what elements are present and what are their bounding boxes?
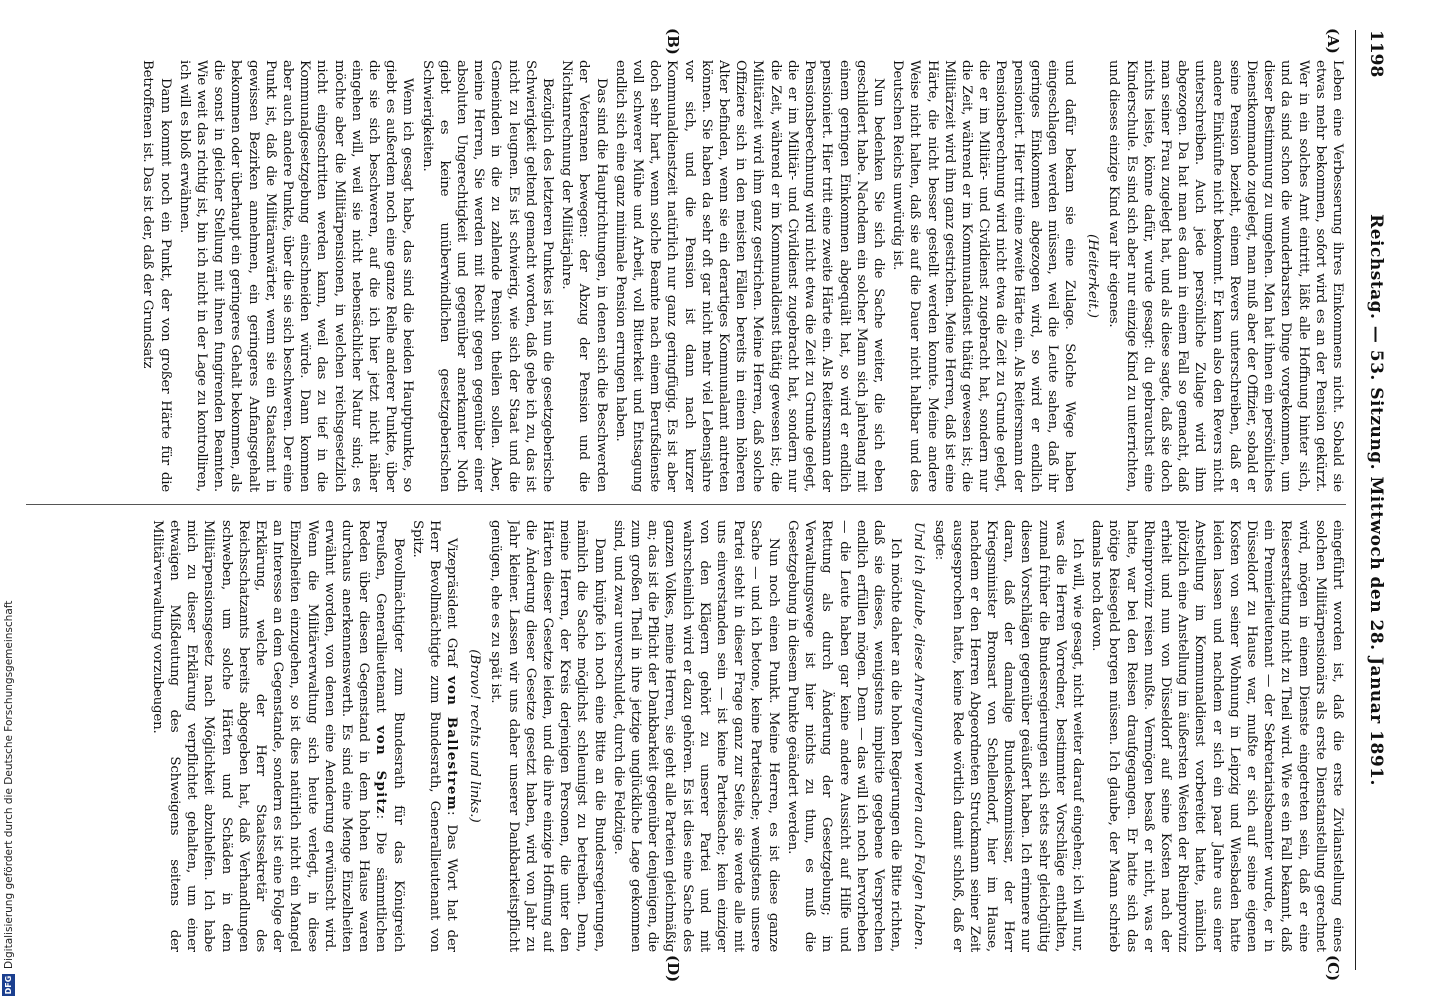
paragraph: Ich möchte daher an die hohen Regierungen die Bitte richten, daß sie dieses, wenigstens implicite gegebene Versprechen endlich erfüllen mögen. Denn — das will ich noch hervorheben — die Leute haben gar keine andere Aussicht auf Hilfe und Rettung als durch Änderung der Gesetzgebung; im Verwaltungswege ist hier nichts zu thun, es muß die Gesetzgebung in diesem Punkte geändert werden. xyxy=(784,520,904,952)
margin-marker-d: (D) xyxy=(664,955,682,983)
paragraph: Ich will, wie gesagt, nicht weiter darauf eingehen; ich will nur, was die Herren Vorredner, bestimmter Vorschläge enthalten, zumal früher die Bundesregierungen sich stets sehr gleichgültig diesen Vorschlägen gegenüber geäußert haben. Ich erinnere nur daran, daß der damalige Bundeskommissar, der Herr Kriegsminister Bronsart von Schellendorf, hier im Hause, nachdem er den Herren Abgeordneten Struckmann seiner Zeit ausgesprochen hatte, keine Rede wörtlich damit schloß, daß er sagte: xyxy=(932,520,1085,952)
left-column xyxy=(26,60,1346,492)
digitization-credit-strip xyxy=(0,0,22,1000)
interjection: (Heiterkeit.) xyxy=(1085,234,1101,318)
header-title: Reichstag. — 53. Sitzung. Mittwoch den 28. Januar 1891. xyxy=(1366,214,1386,786)
paragraph: Bezüglich des letzteren Punktes ist nun die gesetzgeberische Schwierigkeit geltend gemacht worden, daß gebe ich zu, das ist nicht zu leugnen. Es ist schwierig, wie sich der Staat und die Gemeinden in die zu zahlende Pension theilen sollen. Aber, meine Herren, Sie werden mit Recht gegen gegenüber einer absoluten Ungerechtigkeit und gegenüber anerkannter Noth giebt es keine unüberwindlichen gesetzgeberischen Schwierigkeiten. xyxy=(419,60,556,492)
paragraph: Nun bedenken Sie sich die Sache weiter, die sich eben geschildert habe. Nachdem ein solcher Mann sich jahrelang mit einem geringen Einkommen abgequält hat, so wird er endlich pensioniert. Hier tritt eine zweite Härte ein. Als Reitersmann der Pensionsberechnung wird nicht etwa die Zeit zu Grunde gelegt, die er im Militär- und Civildienst zugebracht hat, sondern nur die Zeit, während er im Kommunaldienst thätig gewesen ist; die Militärzeit wird ihm ganz gestrichen. Meine Herren, daß solche Offiziere sich in den meisten Fällen bereits in einem höheren Alter befinden, wenn sie ein derartiges Kommunalamt antreten können. Sie haben da sehr oft gar nicht mehr viel Lebensjahre vor sich, und die Pension ist dann nach kurzer Kommunaldienstzeit natürlich nur ganz geringfügig. Es ist aber doch sehr hart, wenn solche Beamte nach einem Berufsdienste voll schwerer Mühe und Arbeit, voll Bitterkeit und Entsagung endlich sich eine ganz minimale Pension errungen haben. xyxy=(612,60,886,492)
speaker-role: Bevollmächtigter zum Bundesrath für das Königreich Preußen, Generallieutenant xyxy=(373,520,406,952)
running-header xyxy=(1360,30,1386,970)
credit-text: Digitalisierung gefördert durch die Deutsche Forschungsgemeinschaft xyxy=(2,600,15,969)
header-rule xyxy=(1355,30,1356,970)
speaker-role: Vizepräsident Graf xyxy=(444,538,460,667)
quotation: Und ich glaube, diese Anregungen werden auch Folgen haben. xyxy=(911,522,927,950)
page-number: 1198 xyxy=(1366,30,1386,78)
paragraph: und dafür bekam sie eine Zulage. Solche Wege haben eingeschlagen werden müssen, weil die Leute sahen, daß ihr geringes Einkommen abgezogen wird, so wird er endlich pensioniert. Hier tritt eine zweite Härte ein. Als Reitersmann der Pensionsberechnung wird nicht etwa die Zeit zu Grunde gelegt, die er im Militär- und Civildienst zugebracht hat, sondern nur die Zeit, während er im Kommunaldienst thätig gewesen ist; die Militärzeit wird ihm ganz gestrichen. Meine Herren, daß ist eine Härte, die nicht besser gestellt werden konnte. Meine andere Weise nicht halten, daß sie auf die Dauer nicht haltbar und des Deutschen Reichs unwürdig ist. xyxy=(890,60,1078,492)
speech-text: : Das Wort hat der Herr Bevollmächtigte zum Bundesrath, Generallieutenant von Spitz. xyxy=(409,520,460,952)
president-speech xyxy=(409,520,461,952)
dfg-logo-icon: DFG xyxy=(4,975,13,995)
paragraph: Wenn ich gesagt habe, das sind die beiden Hauptpunkte, so giebt es außerdem noch eine ganze Reihe anderer Punkte, über die sie sich beschweren, auf die ich hier jetzt nicht näher eingehen will, weil sie nicht nebensächlicher Natur sind; es möchte aber die Militärpensionen, in welchen reichsgesetzlich nicht eingeschritten werden kann, weil das zu tief in die Kommunalgesetzgebung einschneiden würde. Dann kommen aber auch andere Punkte, über die sie sich beschweren. Der eine Punkt ist, daß die Militäranwärter, wenn sie ein Staatsamt in gewissen Bezirken annehmen, ein geringeres Anfangsgehalt bekommen oder überhaupt ein geringeres Gehalt bekommen, als die sonst in gleicher Stellung mit ihnen fungirenden Beamten. Wie weit das richtig ist, bin ich nicht in der Lage zu kontrolliren, ich will es bloß erwähnen. xyxy=(176,60,416,492)
digitization-credit xyxy=(2,601,15,996)
speech-text: : Die sämmtlichen Reden über diesen Gegenstand in dem hohen Hause waren durchaus anerkennenswerth. Es sind eine Menge Einzelheiten erwähnt worden, von denen eine Aenderung erwünscht wird. Wenn die Militärverwaltung sich heute verlegt, in diese Einzelheiten einzugehen, so ist dies natürlich nicht ein Mangel an Interesse an dem Gegenstande, sondern es ist eine Folge der Erklärung, welche der Herr Staatssekretär des Reichsschatzamts bereits abgegeben hat, daß Verhandlungen schweben, um solche Härten und Schäden in dem Militärpensionsgesetz nach Möglichkeit abzuhelfen. Ich habe mich zu dieser Erklärung verpflichtet gehalten, um einer etwaigen Mißdeutung des Schweigens seitens der Militärverwaltung vorzubeugen. xyxy=(149,520,389,952)
paragraph: Dann knüpfe ich noch eine Bitte an die Bundesregierungen, nämlich die Sache möglichst schleunigst zu betreiben. Denn, meine Herren, der Kreis derjenigen Personen, die unter den Härten dieser Gesetze leiden, und die ihre einzige Hoffnung auf die Änderung dieser Gesetze gesetzt haben, wird von Jahr zu Jahr kleiner. Lassen wir uns daher unserer Dankbarkeitspflicht genügen, ehe es zu spät ist. xyxy=(488,520,607,952)
paragraph: Nun noch einen Punkt. Meine Herren, es ist diese ganze Sache — und ich betone, keine Parteisache; wenigstens unsere Partei steht in dieser Frage ganz zur Seite, sie werde alle mit uns einverstanden sein — ist keine Parteisache; kein einziger von den Klägern gehört zu unserer Partei und mit wahrscheinlich wird er dazu gehören. Es ist dies eine Sache des ganzen Volkes, meine Herren, sie geht alle Parteien gleichmäßig an; das ist die Pflicht der Dankbarkeit gegenüber denjenigen, die zum großen Theil in ihre jetzige unglückliche Lage gekommen sind, und zwar unverschuldet, durch die Feldzüge. xyxy=(610,520,781,952)
commissioner-speech xyxy=(149,520,407,952)
speaker-name: von Ballestrem xyxy=(444,676,461,812)
paragraph: eingeführt worden ist, daß die erste Zivilanstellung eines solchen Militärpensionärs als erste Dienstanstellung gerechnet wird, mögen in einem Dienste eingetreten sein, daß er eine Reiseerstattung nicht zu Theil wird. Wie es ein Fall bekannt, daß ein Premierlieutenant — der Sekretariatsbeamter wurde, er in Düsseldorf zu Hause war, mußte er sich auf seine eigenen Kosten von seiner Wohnung in Leipzig und Wiesbaden hatte leiden lassen und nachdem er sich ein paar Jahre aus einer Anstellung im Kommunaldienst vorbereitet hatte, nämlich plötzlich eine Anstellung im äußersten Westen der Rheinprovinz erhielt und nun von Düsseldorf auf seine Kosten nach der Rheinprovinz reisen mußte. Vermögen besaß er nicht, was er hatte, war bei den Reisen draufgegangen. Er hatte sich das nötige Reisegeld borgen müssen. Ich glaube, der Mann schrieb damals noch davon. xyxy=(1089,520,1345,952)
right-column xyxy=(26,520,1346,952)
interjection: (Bravo! rechts und links.) xyxy=(467,649,483,823)
margin-marker-b: (B) xyxy=(664,28,682,55)
margin-marker-c: (C) xyxy=(1324,955,1342,982)
column-divider xyxy=(26,504,1346,505)
paragraph: Leben eine Verbesserung ihres Einkommens nicht. Sobald sie etwas mehr bekommen, sofort wird es an der Pension gekürzt. Wer in ein solches Amt eintritt, läßt alle Hoffnung hinter sich, und da sind schon die wunderbarsten Dinge vorgekommen, um dieser Bestimmung zu umgehen. Man hat ihnen ein persönliches Dienstkommando zugelegt, man muß aber der Offizier, sobald er seine Pension bezieht, einem Revers unterschreiben, daß er andere Einkünfte nicht bekommt. Er kann also den Revers nicht unterschreiben. Auch jede persönliche Zulage wird ihm abgezogen. Da hat man es dann in einem Fall so gemacht, daß man seiner Frau zugelegt hat, und als diese sagte, daß sie doch nichts leiste, könne dafür, wurde gesagt: du gebrauchst eine Kinderschule. Es sind sich aber nur einzige Kind zu unterrichten, und dieses einzige Kind war ihr eigenes. xyxy=(1106,60,1345,492)
paragraph: Das sind die Hauptrichtungen, in denen sich die Beschwerden der Veteranen bewegen: der Abzug der Pension und die Nichtanrechnung der Militärjahre. xyxy=(559,60,609,492)
paragraph: Dann kommt noch ein Punkt, der von großer Härte für die Betroffenen ist. Das ist der, daß der Grundsatz xyxy=(140,60,173,492)
margin-marker-a: (A) xyxy=(1324,28,1342,54)
speaker-name: von Spitz xyxy=(373,725,390,815)
